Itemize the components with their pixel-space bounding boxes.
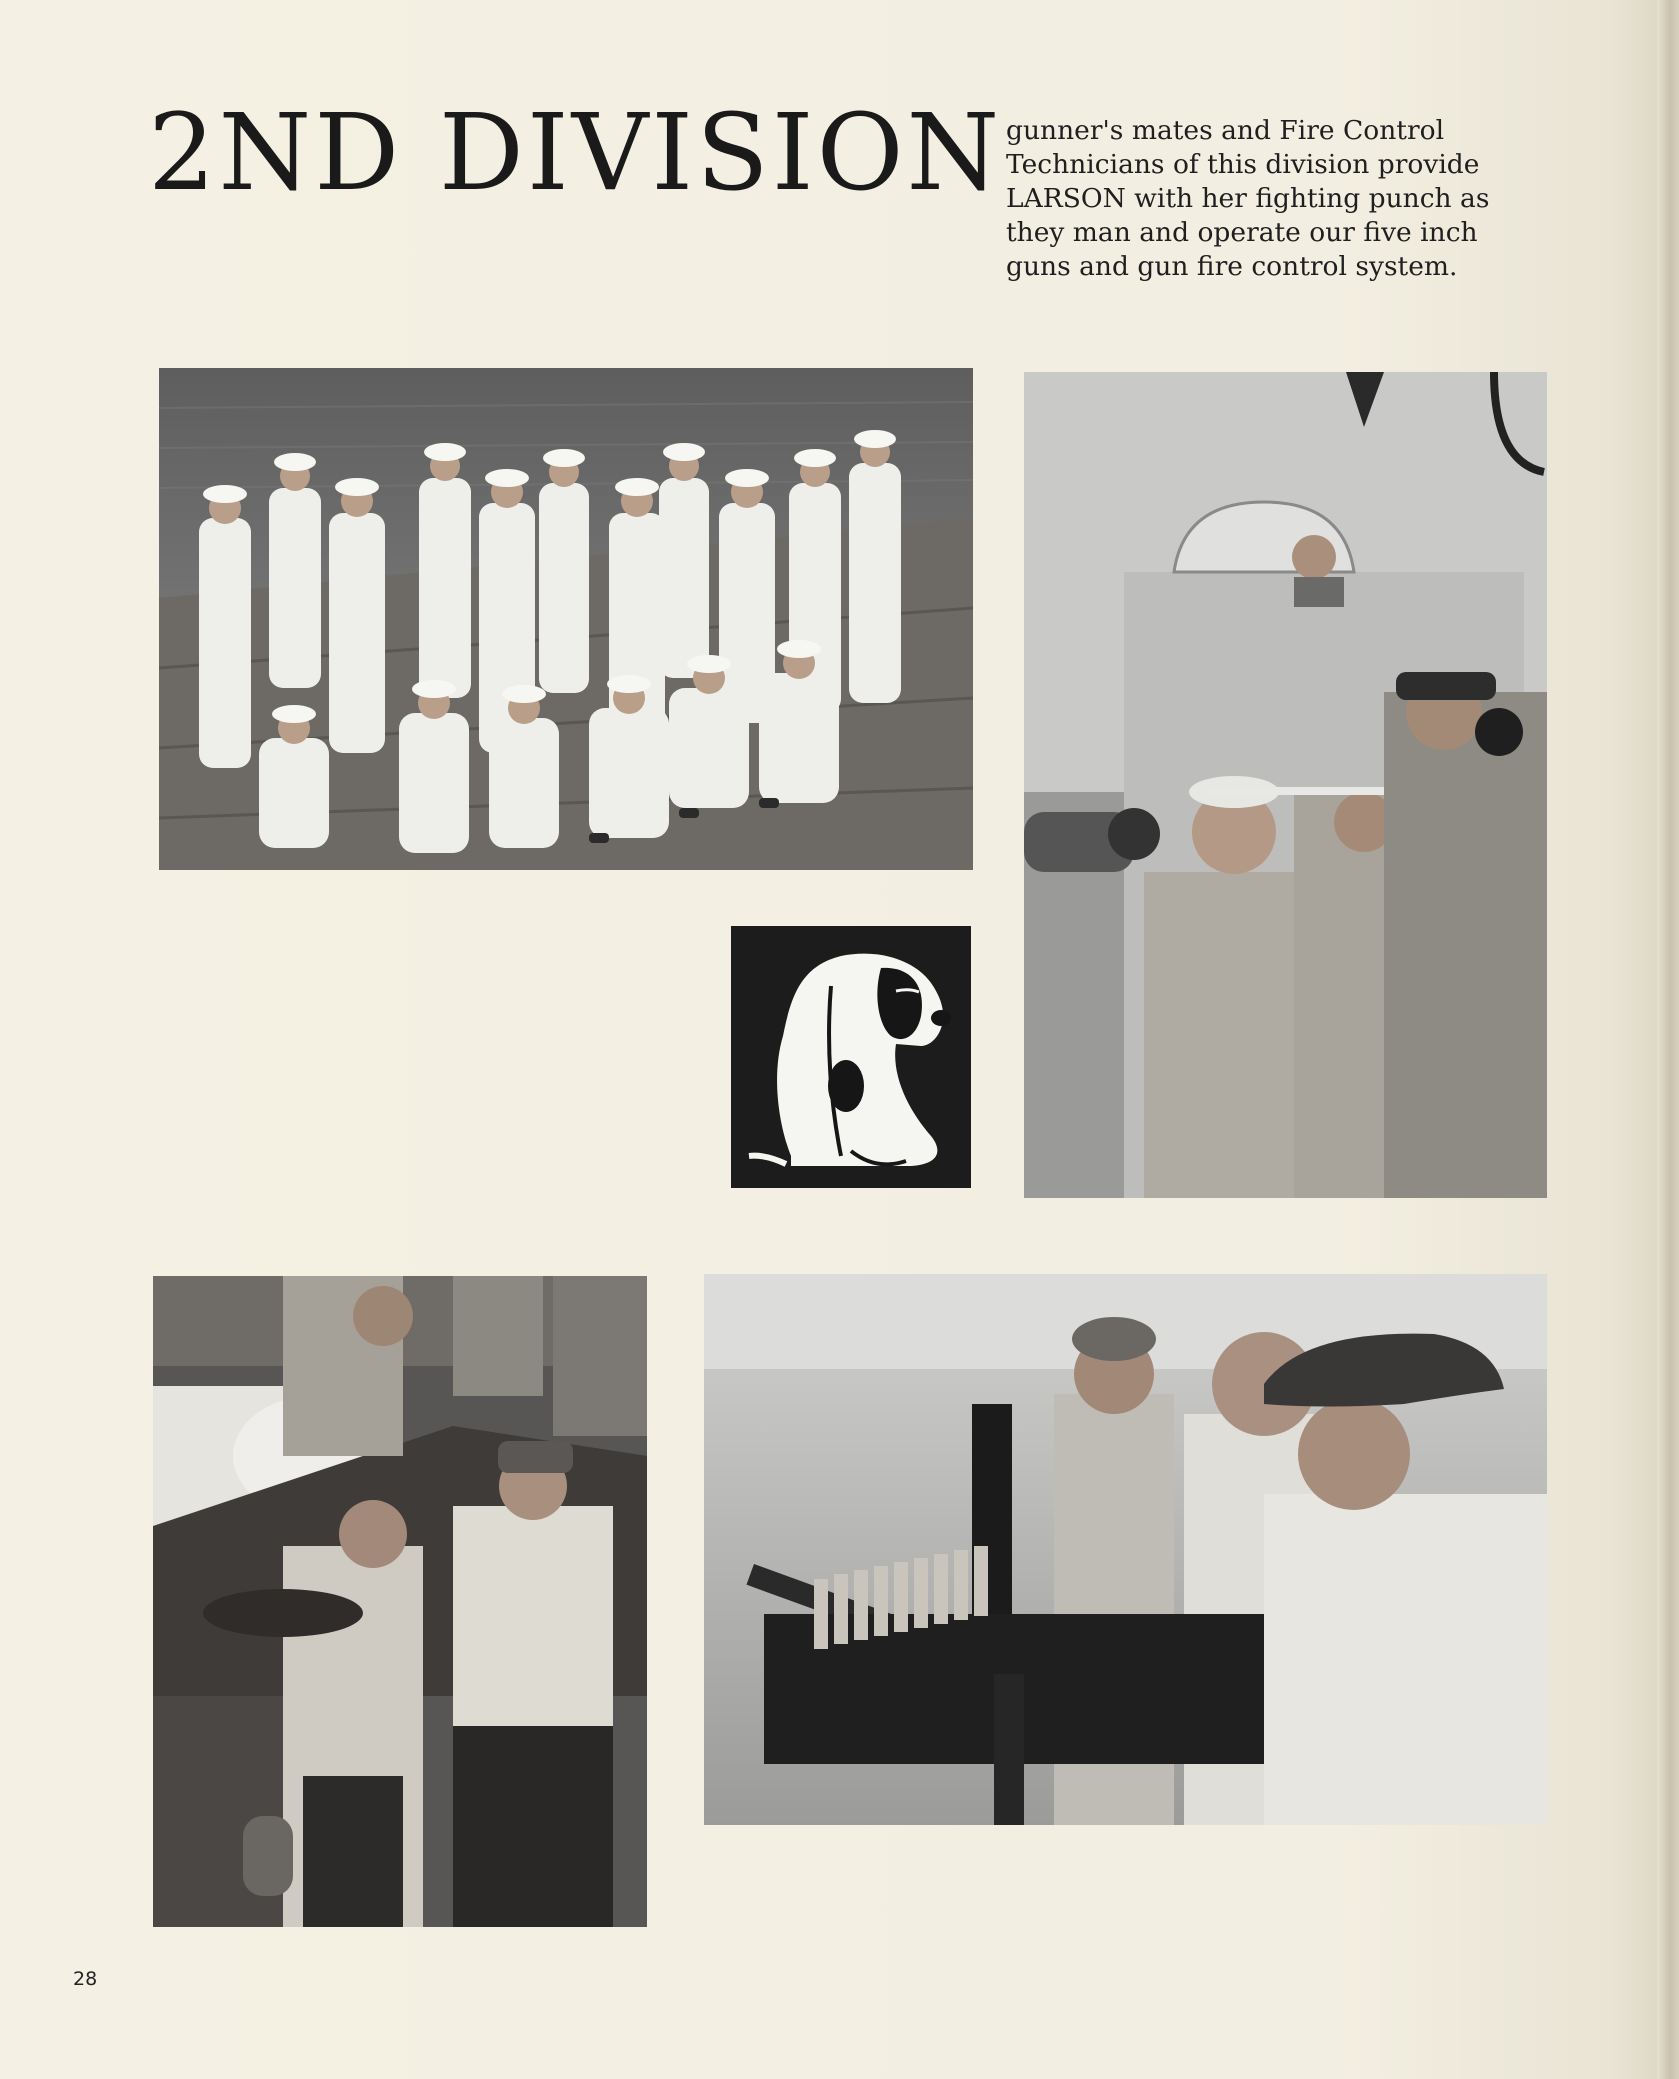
gun-director-photo (1024, 372, 1547, 1198)
intro-line: Technicians of this division provide (1006, 149, 1480, 180)
page-title: 2ND DIVISION (148, 91, 1003, 214)
machine-gun-photo (704, 1274, 1547, 1825)
intro-line: guns and gun fire control system. (1006, 251, 1458, 282)
division-group-photo (159, 368, 973, 870)
intro-text (1006, 114, 1566, 284)
intro-line: LARSON with her fighting punch as (1006, 183, 1490, 214)
page-binding-edge (1657, 0, 1679, 2079)
snoopy-cartoon (731, 926, 971, 1188)
intro-line: they man and operate our five inch (1006, 217, 1478, 248)
intro-line: gunner's mates and Fire Control (1006, 115, 1445, 146)
ammunition-loading-photo (153, 1276, 647, 1927)
page-number: 28 (73, 1968, 98, 1990)
